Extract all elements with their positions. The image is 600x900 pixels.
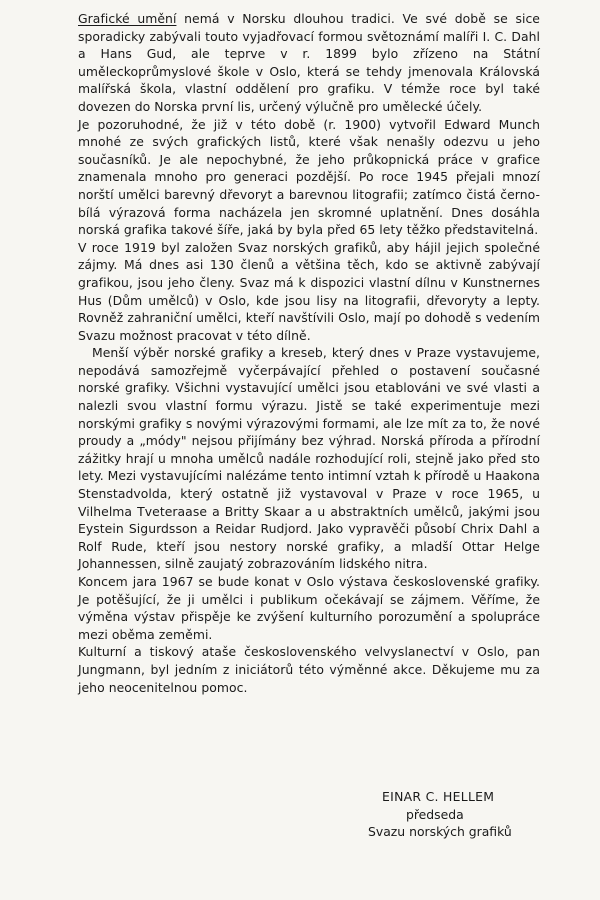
signatory-role: předseda xyxy=(406,806,464,822)
signatory-organization: Svazu norských grafiků xyxy=(368,824,512,839)
signatory-name: EINAR C. HELLEM xyxy=(382,789,495,804)
paragraph-text: nemá v Norsku dlouhou tradici. Ve své době se sice sporadicky zabývali touto vyjadřovací formou světoznámí malíři I. C. Dahl a Hans Gud, ale teprve v r. 1899 bylo zřízeno na Státní uměleckoprůmyslové škole v Oslo, která se tehdy jmenovala Královská malířská škola, vlastní oddělení pro grafiku. V témže roce byl také dovezen do Norska první lis, určený výlučně pro umělecké účely. xyxy=(78,11,540,114)
paragraph-union: V roce 1919 byl založen Svaz norských grafiků, aby hájil jejich společné zájmy. Má dnes asi 130 členů a většina těch, kdo se aktivně zabývají grafikou, jsou jeho členy. Svaz má k dispozici vlastní dílnu v Kunstnernes Hus (Dům umělců) v Oslo, kde jsou lisy na litografii, dřevoryty a lepty. Rovněž zahraniční umělci, kteří navštívili Oslo, mají po dohodě s vedením Svazu možnost pracovat v této dílně. xyxy=(78,239,540,343)
paragraph-thanks: Kulturní a tiskový ataše československého velvyslanectví v Oslo, pan Jungmann, byl jedním z iniciátorů této výměnné akce. Děkujeme mu za jeho neocenitelnou pomoc. xyxy=(78,644,540,695)
paragraph-exhibition: Menší výběr norské grafiky a kreseb, který dnes v Praze vystavujeme, nepodává samozřejmě vyčerpávající přehled o postavení současné norské grafiky. Všichni vystavující umělci jsou etablováni ve své vlasti a nalezli svou vlastní formu výrazu. Jistě se také experimentuje mezi norskými grafiky s novými výrazovými formami, ale lze mít za to, že nové proudy a „módy" nejsou přijímány bez výhrad. Norská příroda a přírodní zážitky hrají u mnoha umělců nadále rozhodující roli, stejně jako před sto lety. Mezi vystavujícími nalézáme tento intimní vztah k přírodě u Haakona Stenstadvolda, který ostatně již vystavoval v Praze v roce 1965, u Vilhelma Tveteraase a Britty Skaar a u abstraktních umělců, jakými jsou Eystein Sigurdsson a Reidar Rudjord. Jako vypravěči působí Chrix Dahl a Rolf Rude, kteří jsou nestory norské grafiky, a mladší Ottar Helge Johannessen, silně zaujatý zobrazováním lidského nitra. xyxy=(78,345,540,572)
article-body xyxy=(78,10,540,696)
paragraph-munch: Je pozoruhodné, že již v této době (r. 1900) vytvořil Edward Munch mnohé ze svých grafických listů, které však nenašly odezvu u jeho současníků. Je ale nepochybné, že jeho průkopnická práce v grafice znamenala mnoho pro generaci pozdější. Po roce 1945 přejali mnozí norští umělci barevný dřevoryt a barevnou litografii; zatímco čistá černo-bílá výrazová forma nacházela jen skromné uplatnění. Dnes dosáhla norská grafika takové šíře, jaká by byla před 65 lety těžko představitelná. xyxy=(78,116,540,238)
paragraph-intro xyxy=(78,10,540,116)
lead-phrase: Grafické umění xyxy=(78,11,177,26)
signature-block xyxy=(368,788,558,841)
paragraph-oslo-exhibition: Koncem jara 1967 se bude konat v Oslo výstava československé grafiky. Je potěšující, že ji umělci i publikum očekávají se zájmem. Věříme, že výměna výstav přispěje ke zvýšení kulturního porozumění a spolupráce mezi oběma zeměmi. xyxy=(78,574,540,642)
